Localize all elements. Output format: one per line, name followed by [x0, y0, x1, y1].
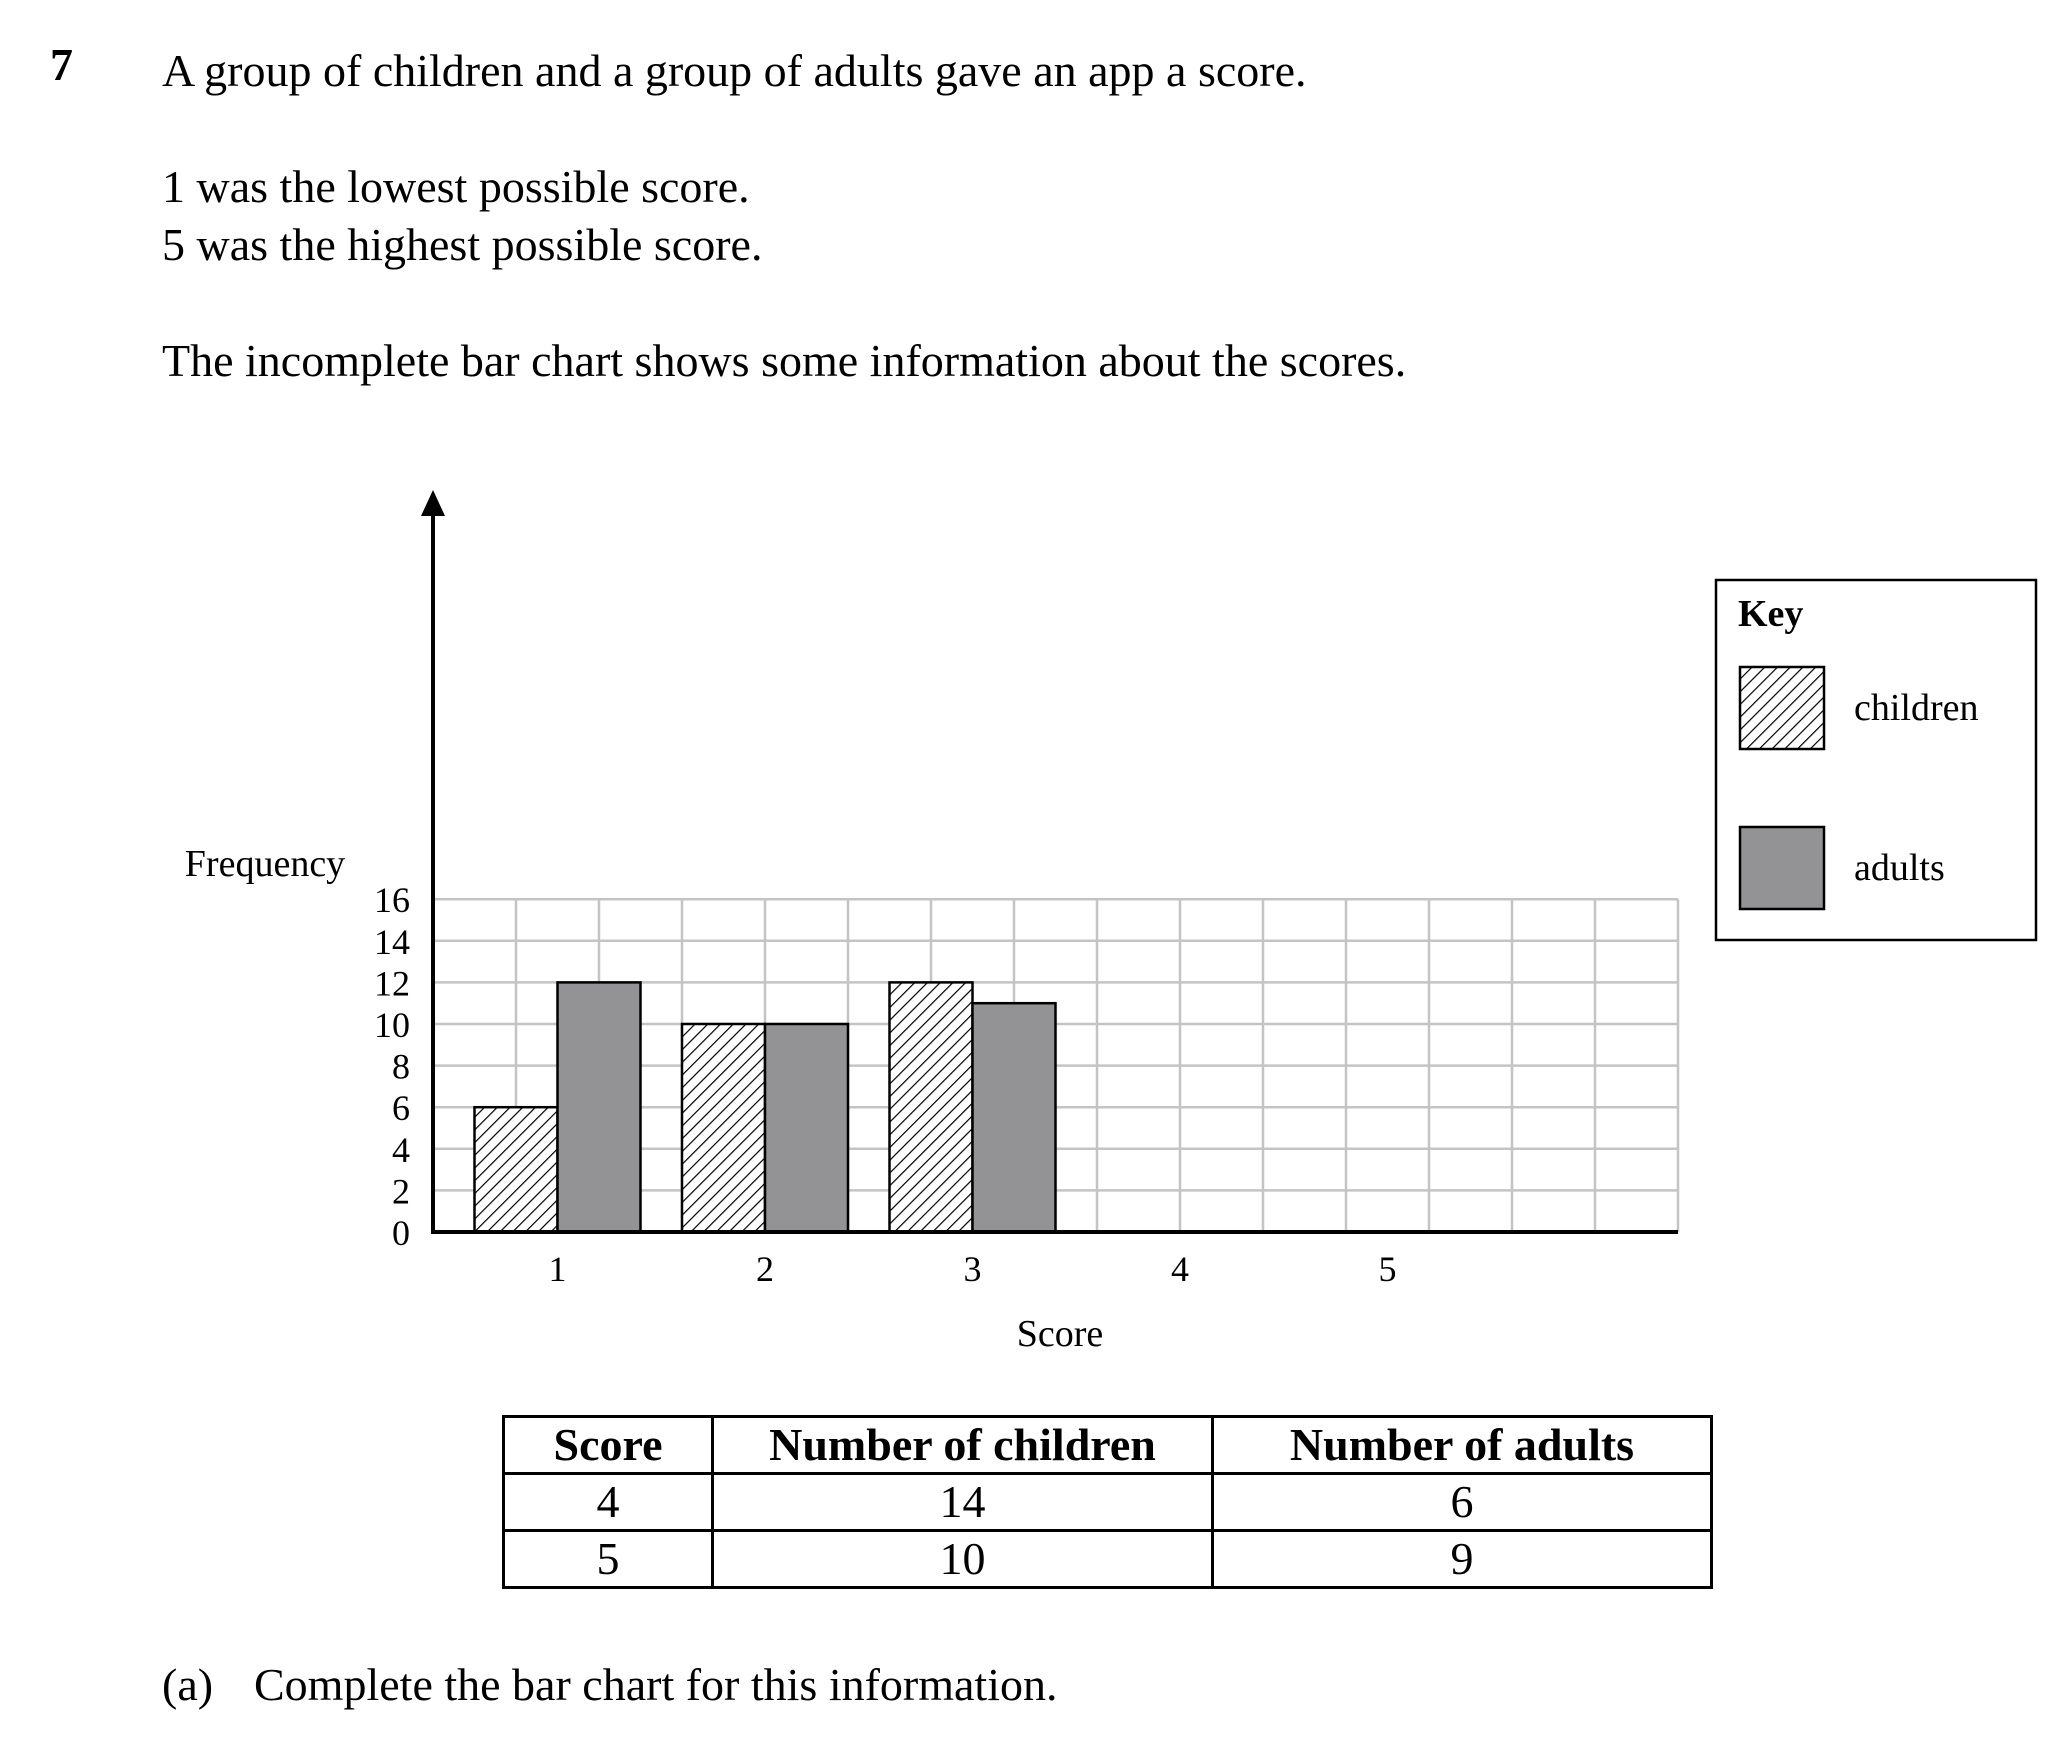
y-tick-label: 14 — [374, 921, 410, 962]
part-a — [162, 1658, 1058, 1711]
x-tick-label: 5 — [1378, 1249, 1397, 1289]
y-axis-label: Frequency — [184, 843, 346, 885]
x-tick-label: 3 — [963, 1249, 982, 1289]
table-cell-score: 4 — [504, 1474, 713, 1531]
bar-children-score-3 — [890, 982, 973, 1232]
x-axis-label: Score — [1016, 1313, 1104, 1355]
x-tick-label: 2 — [756, 1249, 774, 1289]
legend — [1716, 580, 2036, 940]
part-a-text: Complete the bar chart for this information. — [254, 1659, 1058, 1710]
y-tick-label: 8 — [392, 1046, 410, 1087]
y-tick-label: 2 — [392, 1171, 410, 1212]
y-tick-label: 12 — [374, 963, 410, 1004]
intro-text: A group of children and a group of adults gave an app a score. — [162, 45, 1307, 96]
table-header-row — [504, 1417, 1712, 1474]
bar-adults-score-3 — [973, 1003, 1056, 1232]
y-tick-label: 4 — [392, 1129, 410, 1170]
chart-intro-text: The incomplete bar chart shows some information about the scores. — [162, 335, 1407, 386]
bar-adults-score-2 — [765, 1024, 848, 1232]
table-header-score: Score — [504, 1417, 713, 1474]
y-axis-arrow-icon — [421, 490, 445, 516]
y-tick-label: 0 — [392, 1213, 410, 1253]
legend-swatch-children — [1740, 667, 1824, 749]
table-cell-children: 10 — [713, 1531, 1213, 1588]
scores-table — [502, 1415, 1713, 1589]
table-cell-children: 14 — [713, 1474, 1213, 1531]
y-tick-label: 10 — [374, 1005, 410, 1045]
x-tick-label: 1 — [548, 1249, 567, 1289]
part-a-label: (a) — [162, 1659, 214, 1710]
question-number: 7 — [50, 39, 73, 90]
table-cell-adults: 9 — [1213, 1531, 1712, 1588]
bar-adults-score-1 — [558, 982, 641, 1232]
y-tick-label: 16 — [374, 880, 410, 921]
table-cell-adults: 6 — [1213, 1474, 1712, 1531]
legend-label-children: children — [1854, 687, 1979, 729]
lowest-score-text: 1 was the lowest possible score. — [162, 161, 750, 212]
legend-label-adults: adults — [1854, 847, 1945, 889]
highest-score-text: 5 was the highest possible score. — [162, 219, 763, 270]
y-tick-label: 6 — [392, 1088, 410, 1129]
table-header-adults: Number of adults — [1213, 1417, 1712, 1474]
bar-children-score-1 — [475, 1107, 558, 1232]
bar-chart — [0, 470, 2065, 1370]
legend-title: Key — [1738, 593, 1804, 635]
table-row — [504, 1531, 1712, 1588]
x-tick-label: 4 — [1171, 1249, 1189, 1289]
table-header-children: Number of children — [713, 1417, 1213, 1474]
legend-swatch-adults — [1740, 827, 1824, 909]
table-row — [504, 1474, 1712, 1531]
table-cell-score: 5 — [504, 1531, 713, 1588]
bar-children-score-2 — [682, 1024, 765, 1232]
